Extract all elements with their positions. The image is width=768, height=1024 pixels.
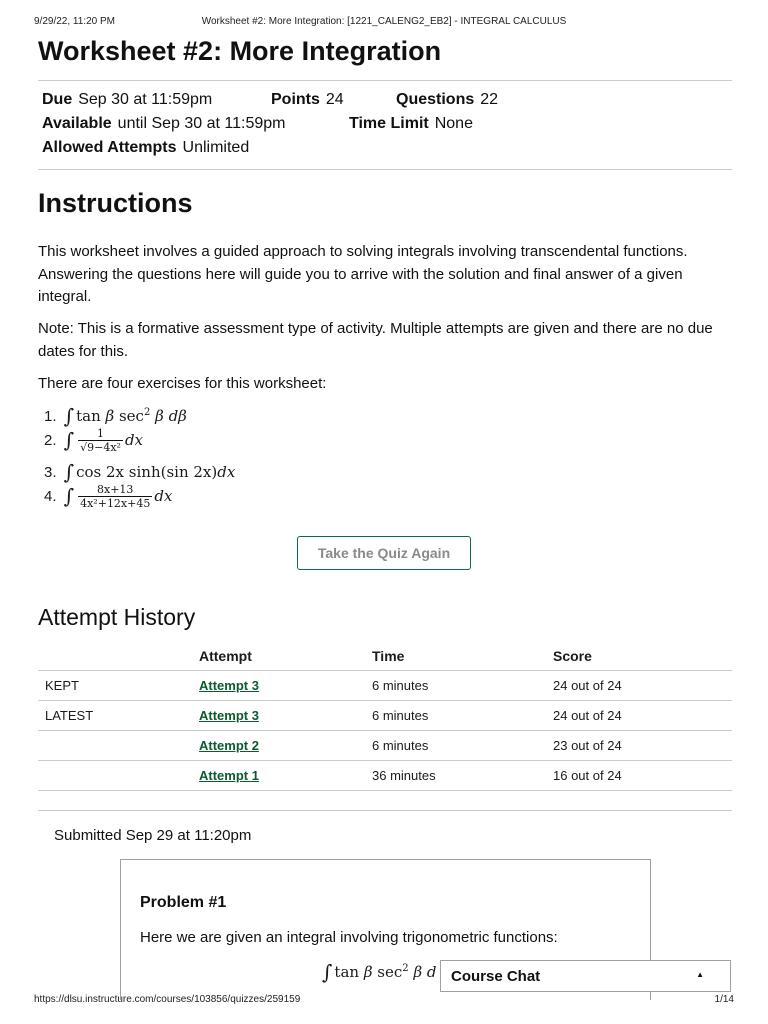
- page-title: Worksheet #2: More Integration: [38, 36, 442, 66]
- row-label: [38, 761, 199, 791]
- table-row: [38, 671, 732, 701]
- attempt-history-table: [38, 642, 732, 791]
- exercise-item: 2. ∫ $\frac{1}{\text{√9−4x²}}$ dx: [44, 427, 144, 454]
- points-label: Points: [271, 91, 320, 108]
- available-value: until Sep 30 at 11:59pm: [117, 115, 286, 132]
- questions-field: [396, 91, 498, 109]
- exercise-item: 4. ∫ $\frac{8x+13}{\text{4x²+12x+45}}$ dx: [44, 483, 173, 510]
- allowed-attempts-field: [42, 139, 249, 157]
- attempt-link[interactable]: Attempt 2: [199, 738, 259, 753]
- table-row: [38, 731, 732, 761]
- due-field: [42, 91, 212, 109]
- table-row: [38, 761, 732, 791]
- time-limit-label: Time Limit: [349, 115, 429, 132]
- note-paragraph: Note: This is a formative assessment type of activity. Multiple attempts are given and there are no due dates for this.: [38, 320, 713, 360]
- page-url: https://dlsu.instructure.com/courses/103856/quizzes/259159: [34, 994, 301, 1005]
- instructions-paragraph: This worksheet involves a guided approach to solving integrals involving transcendental functions. Answering the questions here will guide you to arrive with the solution and final answer of a given integral.: [38, 243, 688, 305]
- questions-label: Questions: [396, 91, 475, 108]
- attempt-link[interactable]: Attempt 1: [199, 768, 259, 783]
- points-field: [271, 91, 344, 109]
- submitted-timestamp: Submitted Sep 29 at 11:20pm: [54, 827, 252, 844]
- attempt-score: 16 out of 24: [553, 761, 732, 791]
- attempt-time: 6 minutes: [372, 671, 553, 701]
- attempt-link[interactable]: Attempt 3: [199, 708, 259, 723]
- column-header: Score: [553, 642, 732, 671]
- due-label: Due: [42, 91, 73, 108]
- table-header-row: [38, 642, 732, 671]
- row-label: [38, 731, 199, 761]
- divider: [38, 810, 732, 811]
- allowed-attempts-label: Allowed Attempts: [42, 139, 177, 156]
- allowed-attempts-value: Unlimited: [182, 139, 250, 156]
- time-limit-value: None: [434, 115, 473, 132]
- divider: [38, 169, 732, 170]
- attempt-link[interactable]: Attempt 3: [199, 678, 259, 693]
- attempt-history-heading: Attempt History: [38, 604, 196, 630]
- attempt-score: 24 out of 24: [553, 701, 732, 731]
- divider: [38, 80, 732, 81]
- course-chat-widget[interactable]: [440, 960, 731, 992]
- column-header: Attempt: [199, 642, 372, 671]
- print-title: Worksheet #2: More Integration: [1221_CALENG2_EB2] - INTEGRAL CALCULUS: [201, 16, 567, 27]
- available-label: Available: [42, 115, 112, 132]
- page-number: 1/14: [714, 994, 734, 1005]
- course-chat-label: Course Chat: [451, 968, 541, 985]
- attempt-score: 23 out of 24: [553, 731, 732, 761]
- exercise-intro: There are four exercises for this worksheet:: [38, 375, 327, 392]
- attempt-time: 36 minutes: [372, 761, 553, 791]
- instructions-heading: Instructions: [38, 188, 193, 218]
- time-limit-field: [349, 115, 473, 133]
- problem-title: Problem #1: [140, 894, 227, 911]
- column-header: [38, 642, 199, 671]
- table-row: [38, 701, 732, 731]
- exercise-item: 1. ∫ tan β $\sec^2 \beta$ dβ: [44, 404, 187, 428]
- row-label: LATEST: [38, 701, 199, 731]
- problem-equation: ∫ tan β $\sec^2 \beta$ d: [322, 960, 437, 984]
- available-field: [42, 115, 286, 133]
- questions-value: 22: [480, 91, 499, 108]
- points-value: 24: [325, 91, 344, 108]
- due-value: Sep 30 at 11:59pm: [78, 91, 213, 108]
- problem-text: Here we are given an integral involving trigonometric functions:: [140, 929, 558, 946]
- attempt-score: 24 out of 24: [553, 671, 732, 701]
- exercise-item: 3. ∫ cos 2x sinh(sin 2x)dx: [44, 460, 236, 484]
- take-quiz-again-button[interactable]: Take the Quiz Again: [297, 536, 471, 570]
- print-date: 9/29/22, 11:20 PM: [34, 16, 115, 27]
- attempt-time: 6 minutes: [372, 731, 553, 761]
- print-header: [0, 16, 768, 30]
- attempt-time: 6 minutes: [372, 701, 553, 731]
- column-header: Time: [372, 642, 553, 671]
- caret-up-icon[interactable]: ▲: [696, 970, 704, 979]
- row-label: KEPT: [38, 671, 199, 701]
